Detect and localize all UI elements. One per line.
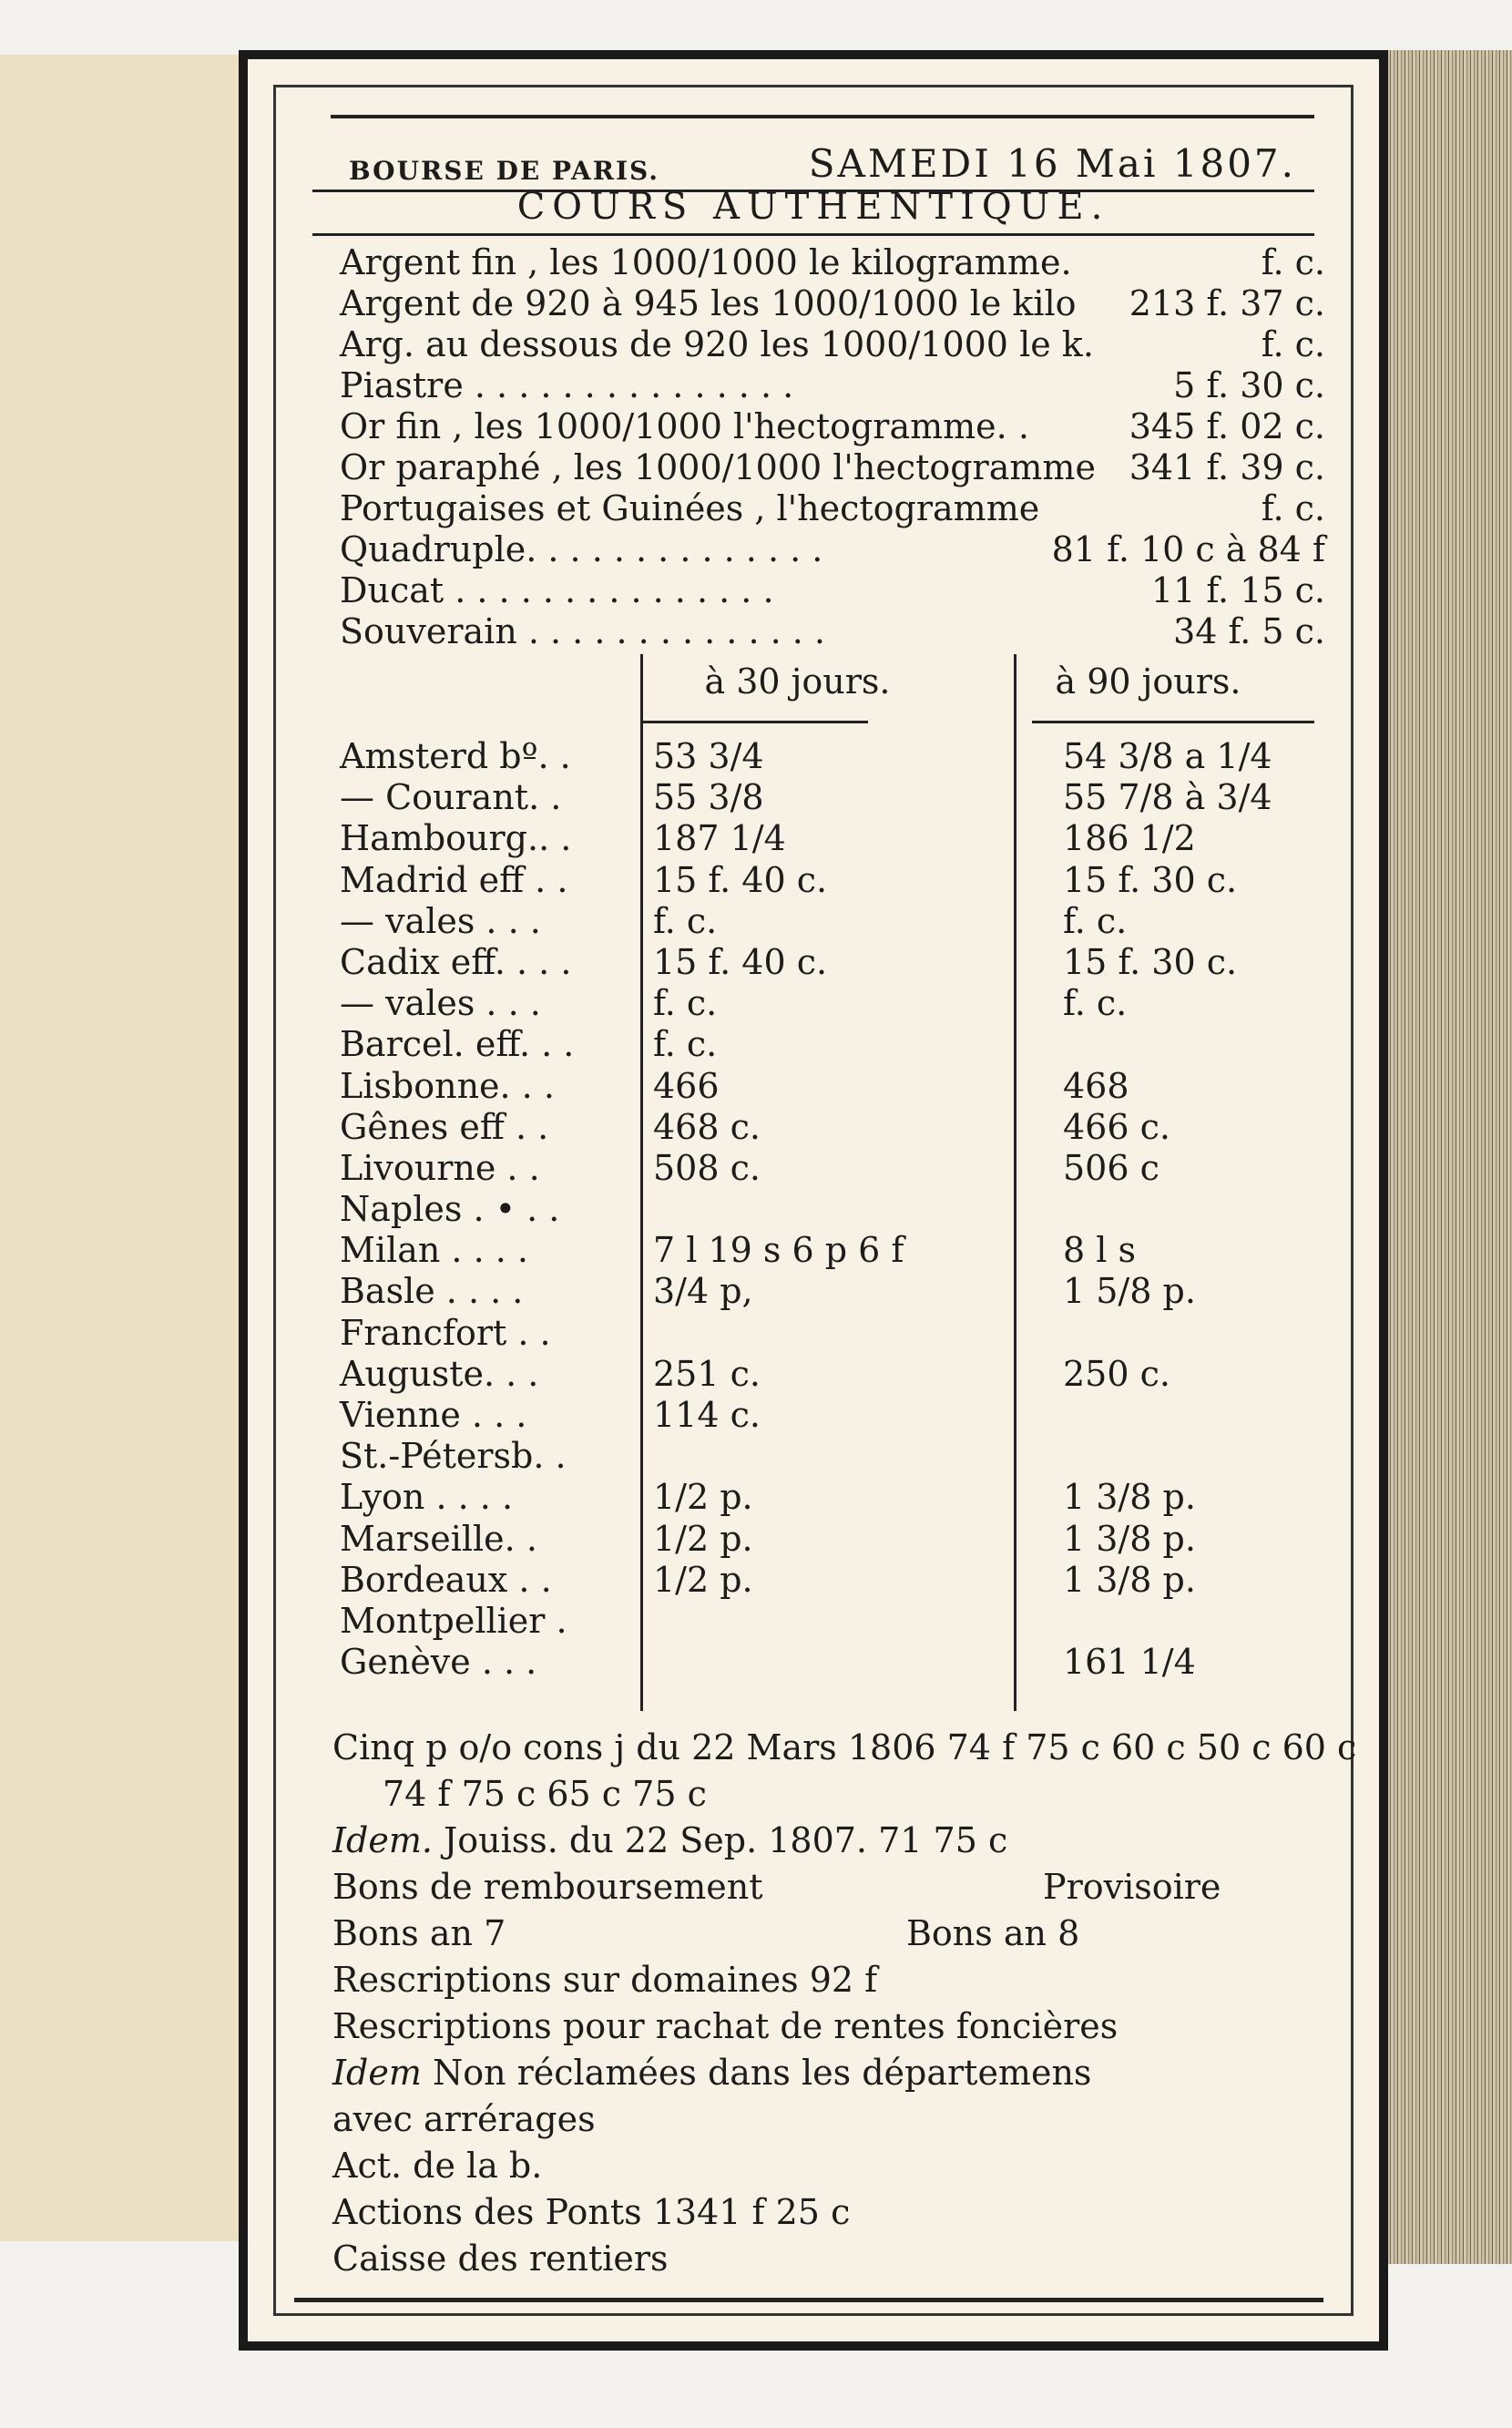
col-30-rule [640,721,868,723]
note-text: Bons an 8 [906,1913,1080,1953]
col-30-days-header: à 30 jours. [704,661,891,702]
metal-label: Souverain . . . . . . . . . . . . . . [340,611,826,651]
rate-90: 55 7/8 à 3/4 [1063,777,1272,818]
note-text: Non réclamées dans les départemens [421,2053,1092,2093]
city-label: Hambourg.. . [340,818,572,859]
bourse-title: BOURSE DE PARIS. [349,156,660,186]
note-line: avec arrérages [332,2099,596,2139]
city-label: Montpellier . [340,1600,567,1641]
document-page [239,50,1388,2351]
table-row [340,1560,1325,1601]
metal-label: Argent fin , les 1000/1000 le kilogramme. [340,242,1072,282]
rate-30: 1/2 p. [653,1518,753,1559]
metals-list [340,242,1325,652]
table-row [340,1024,1325,1065]
table-row [340,942,1325,983]
note-line [332,2053,1314,2099]
metal-value: f. c. [1261,488,1325,528]
metal-row [340,283,1325,324]
page-header [349,131,1296,186]
metal-row [340,488,1325,529]
city-label: Marseille. . [340,1518,537,1559]
table-row [340,736,1325,777]
rate-30: 468 c. [653,1106,761,1147]
metal-row [340,365,1325,406]
city-label: Amsterd bº. . [340,736,571,776]
metal-label: Portugaises et Guinées , l'hectogramme [340,488,1040,528]
rate-90: 54 3/8 a 1/4 [1063,736,1272,776]
metal-row [340,529,1325,570]
city-label: St.-Pétersb. . [340,1436,567,1477]
city-label: Milan . . . . [340,1230,528,1271]
rate-30: 466 [653,1065,720,1106]
rate-30: 15 f. 40 c. [653,859,828,900]
metal-label: Piastre . . . . . . . . . . . . . . . [340,365,794,405]
city-label: Lyon . . . . [340,1477,514,1518]
note-line [332,1913,1314,1960]
subtitle-rule [312,233,1314,236]
metal-value: 345 f. 02 c. [1129,406,1325,446]
table-row [340,1107,1325,1148]
table-row [340,777,1325,818]
table-row [340,1436,1325,1477]
metal-value: f. c. [1261,242,1325,282]
note-line: Rescriptions pour rachat de rentes foncières [332,2006,1119,2046]
note-line [332,1820,1314,1867]
rate-90: 1 3/8 p. [1063,1559,1196,1600]
rate-30: f. c. [653,983,718,1024]
table-row [340,1354,1325,1395]
city-label: Livourne . . [340,1147,540,1188]
note-text: Bons de remboursement [332,1867,763,1907]
col-90-rule [1032,721,1314,723]
rate-30: 1/2 p. [653,1477,753,1518]
rate-30: 53 3/4 [653,736,764,776]
note-line: 74 f 75 c 65 c 75 c [383,1774,707,1814]
metal-row [340,570,1325,611]
metal-value: 5 f. 30 c. [1173,365,1325,405]
metal-value: f. c. [1261,324,1325,364]
exchange-table [340,736,1325,1683]
metal-label: Or fin , les 1000/1000 l'hectogramme. . [340,406,1029,446]
note-line: Act. de la b. [332,2146,543,2186]
city-label: — Courant. . [340,777,562,818]
table-row [340,1313,1325,1354]
metal-row [340,611,1325,652]
metal-label: Argent de 920 à 945 les 1000/1000 le kilo [340,283,1077,323]
table-row [340,1477,1325,1518]
city-label: — vales . . . [340,900,541,941]
rate-90: 15 f. 30 c. [1063,941,1238,982]
section-title: COURS AUTHENTIQUE. [516,186,1110,228]
metal-label: Quadruple. . . . . . . . . . . . . . [340,529,823,569]
city-label: Gênes eff . . [340,1106,549,1147]
metal-value: 213 f. 37 c. [1129,283,1325,323]
note-line: Rescriptions sur domaines 92 f [332,1960,878,2000]
rate-30: 1/2 p. [653,1559,753,1600]
note-line: Actions des Ponts 1341 f 25 c [332,2192,851,2232]
note-line: Caisse des rentiers [332,2238,669,2279]
city-label: Bordeaux . . [340,1559,552,1600]
metal-label: Or paraphé , les 1000/1000 l'hectogramme [340,447,1096,487]
rate-90: 8 l s [1063,1230,1136,1271]
note-text: Bons an 7 [332,1913,506,1953]
table-row [340,1148,1325,1189]
city-label: Vienne . . . [340,1395,527,1435]
rate-90: 1 3/8 p. [1063,1518,1196,1559]
date-title: SAMEDI 16 Mai 1807. [808,141,1296,186]
metal-label: Ducat . . . . . . . . . . . . . . . [340,570,774,610]
rate-30: 55 3/8 [653,777,764,818]
rate-90: 161 1/4 [1063,1642,1196,1683]
table-row [340,1189,1325,1230]
city-label: Francfort . . [340,1312,551,1353]
table-row [340,1642,1325,1683]
metal-label: Arg. au dessous de 920 les 1000/1000 le k. [340,324,1094,364]
rate-30: 114 c. [653,1395,761,1435]
exchange-header [622,652,1323,716]
metal-row [340,447,1325,488]
col-90-days-header: à 90 jours. [1055,661,1241,702]
note-text: Provisoire [1043,1867,1221,1907]
rate-30: 187 1/4 [653,818,786,859]
metal-value: 34 f. 5 c. [1173,611,1325,651]
metal-row [340,406,1325,447]
left-page-leaf [0,55,274,2241]
rate-30: 3/4 p, [653,1271,753,1312]
rate-90: 1 3/8 p. [1063,1477,1196,1518]
note-line [332,1867,1314,1913]
rate-30: 251 c. [653,1353,761,1394]
city-label: Lisbonne. . . [340,1065,555,1106]
rate-90: 466 c. [1063,1106,1170,1147]
table-row [340,1395,1325,1436]
city-label: Basle . . . . [340,1271,524,1312]
rate-90: 186 1/2 [1063,818,1196,859]
table-row [340,860,1325,901]
rate-30: 7 l 19 s 6 p 6 f [653,1230,904,1271]
metal-row [340,242,1325,283]
metal-row [340,324,1325,365]
table-row [340,1066,1325,1107]
rate-90: 250 c. [1063,1353,1170,1394]
bottom-rule [294,2298,1323,2302]
table-row [340,983,1325,1024]
rate-30: 15 f. 40 c. [653,941,828,982]
table-row [340,818,1325,859]
rate-90: f. c. [1063,983,1128,1024]
table-row [340,1601,1325,1642]
rate-90: f. c. [1063,900,1128,941]
table-row [340,1519,1325,1560]
rate-90: 468 [1063,1065,1129,1106]
rate-90: 15 f. 30 c. [1063,859,1238,900]
city-label: Genève . . . [340,1642,537,1683]
note-line: Cinq p o/o cons j du 22 Mars 1806 74 f 75 c 60 c 50 c 60 c [332,1727,1357,1767]
note-text: Jouiss. du 22 Sep. 1807. 71 75 c [432,1820,1008,1860]
top-rule [331,115,1314,118]
city-label: Naples . • . . [340,1189,560,1230]
metal-value: 11 f. 15 c. [1150,570,1325,610]
rate-30: f. c. [653,900,718,941]
rate-90: 1 5/8 p. [1063,1271,1196,1312]
city-label: Cadix eff. . . . [340,941,572,982]
table-row [340,901,1325,942]
city-label: Auguste. . . [340,1353,539,1394]
city-label: Barcel. eff. . . [340,1024,575,1065]
city-label: — vales . . . [340,983,541,1024]
metal-value: 341 f. 39 c. [1129,447,1325,487]
table-row [340,1271,1325,1312]
rate-30: f. c. [653,1024,718,1065]
page-inner-frame [273,85,1357,2316]
idem-label: Idem [332,2053,422,2093]
metal-value: 81 f. 10 c à 84 f [1051,529,1325,569]
table-row [340,1230,1325,1271]
securities-notes [332,1727,1357,2285]
rate-30: 508 c. [653,1147,761,1188]
city-label: Madrid eff . . [340,859,568,900]
rate-90: 506 c [1063,1147,1160,1188]
idem-label: Idem. [332,1820,433,1860]
